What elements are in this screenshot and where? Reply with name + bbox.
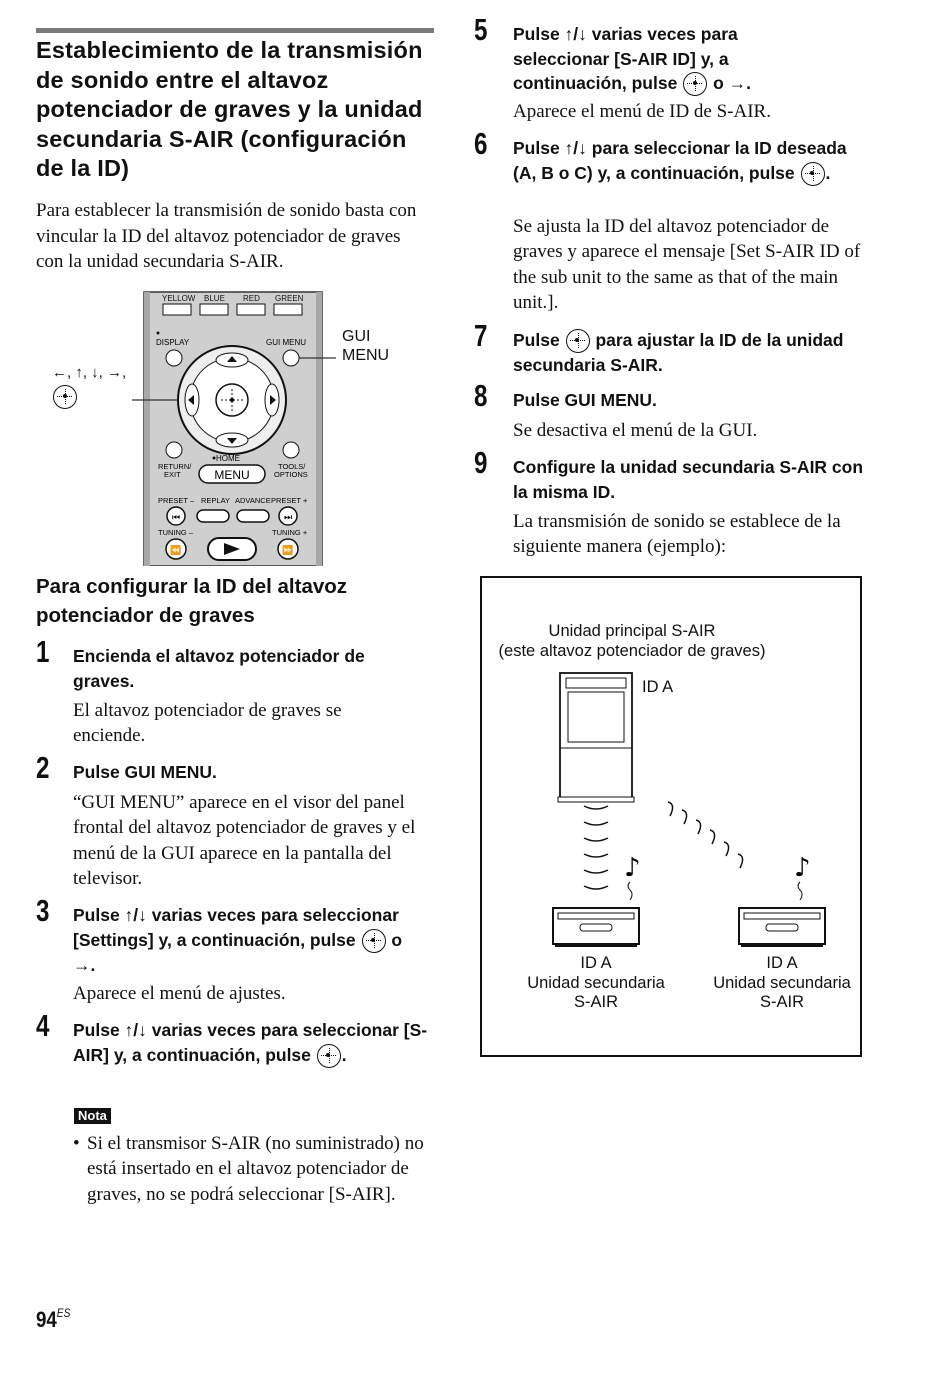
replay-button — [197, 510, 229, 522]
tuning-minus-label: TUNING – — [158, 528, 194, 537]
blue-button — [200, 304, 228, 315]
music-note-icon: ♪ — [624, 853, 641, 883]
enter-icon — [566, 329, 590, 353]
step-4-instruction-tail: . — [341, 1044, 347, 1065]
signal-waves-icon — [584, 806, 608, 889]
tuning-plus-label: TUNING + — [272, 528, 308, 537]
gui-menu-button — [283, 350, 299, 366]
step-9-description: La transmisión de sonido se establece de la siguiente manera (ejemplo): — [513, 511, 841, 558]
sub-unit-1-id: ID A — [580, 954, 612, 972]
step-5-description: Aparece el menú de ID de S-AIR. — [513, 101, 771, 122]
step-7-number: 7 — [474, 318, 488, 353]
page-number-value: 94 — [36, 1307, 57, 1332]
step-8-description: Se desactiva el menú de la GUI. — [513, 420, 758, 441]
step-3-instruction-tail: o →. — [73, 929, 403, 975]
note-item — [73, 1131, 433, 1207]
page-title: Establecimiento de la transmisión de sonido entre el altavoz potenciador de graves y la unidad secundaria S-AIR (configuración de la ID) — [36, 37, 423, 181]
step-4-instruction — [73, 1018, 433, 1068]
s-air-diagram — [480, 576, 862, 1057]
sub-unit-2-label — [682, 954, 882, 1013]
svg-text:⏪: ⏪ — [170, 546, 182, 556]
step-5-instruction — [513, 22, 813, 96]
replay-label: REPLAY — [201, 496, 231, 505]
step-2-instruction: Pulse GUI MENU. — [73, 762, 217, 782]
page-number — [36, 1306, 70, 1333]
subwoofer-icon — [558, 673, 634, 802]
return-label-1: RETURN/ — [158, 462, 192, 471]
step-6-instruction — [513, 136, 863, 186]
note-label: Nota — [74, 1108, 111, 1124]
gui-menu-small-label: GUI MENU — [266, 338, 306, 347]
advance-button — [237, 510, 269, 522]
green-button — [274, 304, 302, 315]
red-label: RED — [243, 294, 260, 303]
tools-label-1: TOOLS/ — [278, 462, 306, 471]
yellow-label: YELLOW — [162, 294, 196, 303]
tools-label-2: OPTIONS — [274, 470, 308, 479]
svg-text:⏩: ⏩ — [282, 546, 294, 556]
step-5-instruction-text: Pulse ↑/↓ varias veces para seleccionar [S-AIR ID] y, a continuación, pulse — [513, 24, 738, 93]
svg-text:⏭: ⏭ — [283, 513, 293, 523]
arrows-callout: ←, ↑, ↓, →, — [52, 364, 127, 381]
step-9-instruction: Configure la unidad secundaria S-AIR con la misma ID. — [513, 457, 864, 502]
sub-unit-1-label — [496, 954, 696, 1013]
sub-unit-1-label-line-1: Unidad secundaria — [527, 973, 665, 992]
tools-button — [283, 442, 299, 458]
step-3-number: 3 — [36, 893, 50, 928]
sub-unit-2-label-line-1: Unidad secundaria — [713, 973, 851, 992]
advance-label: ADVANCE — [235, 496, 271, 505]
blue-label: BLUE — [204, 294, 225, 303]
home-label: HOME — [216, 454, 240, 463]
step-5-instruction-tail: o →. — [713, 73, 751, 93]
main-unit-label-line-2: (este altavoz potenciador de graves) — [498, 641, 766, 660]
step-6-number: 6 — [474, 126, 488, 161]
enter-icon — [52, 385, 78, 409]
step-8-number: 8 — [474, 378, 488, 413]
sub-unit-1-icon — [553, 908, 639, 947]
sub-unit-2-id: ID A — [766, 954, 798, 972]
return-label-2: EXIT — [164, 470, 181, 479]
svg-text:TOOLS/OPTIONS — [274, 462, 308, 479]
enter-icon — [683, 72, 707, 96]
main-unit-label-line-1: Unidad principal S-AIR — [548, 622, 716, 640]
step-6-description: Se ajusta la ID del altavoz potenciador de graves y aparece el mensaje [Set S-AIR ID of the sub unit to the same as that of the main unit.]. — [513, 216, 861, 313]
svg-text:⏮: ⏮ — [171, 513, 181, 523]
step-7-instruction-tail: para ajustar la ID de la unidad secundaria S-AIR. — [513, 330, 844, 376]
sub-unit-2-icon — [739, 908, 825, 947]
title-rule — [36, 28, 434, 33]
page-number-suffix: ES — [56, 1306, 71, 1320]
preset-plus-label: PRESET + — [271, 496, 308, 505]
step-6-instruction-tail: . — [825, 162, 831, 183]
step-1-description: El altavoz potenciador de graves se enciende. — [73, 700, 342, 747]
menu-label: MENU — [214, 468, 250, 482]
step-3-instruction — [73, 903, 413, 977]
sub-unit-1-label-line-2: S-AIR — [573, 993, 618, 1011]
display-label: DISPLAY — [156, 338, 190, 347]
step-2-description: “GUI MENU” aparece en el visor del panel frontal del altavoz potenciador de graves y el menú de la GUI aparece en la pantalla del televisor. — [73, 792, 416, 889]
display-button — [166, 350, 182, 366]
enter-icon — [362, 929, 386, 953]
step-7-instruction — [513, 328, 883, 378]
main-unit-id: ID A — [642, 678, 674, 696]
step-5-number: 5 — [474, 12, 488, 47]
green-label: GREEN — [275, 294, 304, 303]
step-3-description: Aparece el menú de ajustes. — [73, 983, 286, 1004]
red-button — [237, 304, 265, 315]
enter-icon — [801, 162, 825, 186]
preset-minus-label: PRESET – — [158, 496, 195, 505]
signal-waves-diagonal-icon — [668, 802, 743, 868]
step-6-instruction-text: Pulse ↑/↓ para seleccionar la ID deseada (A, B o C) y, a continuación, pulse — [513, 138, 847, 183]
step-7-instruction-text: Pulse — [513, 330, 560, 350]
step-1-number: 1 — [36, 634, 50, 669]
music-note-icon: ♪ — [794, 853, 811, 883]
step-1-instruction: Encienda el altavoz potenciador de graves. — [73, 646, 365, 691]
intro-paragraph: Para establecer la transmisión de sonido basta con vincular la ID del altavoz potenciador de graves con la unidad secundaria S-AIR. — [36, 200, 417, 272]
step-8-instruction: Pulse GUI MENU. — [513, 390, 657, 410]
return-button — [166, 442, 182, 458]
yellow-button — [163, 304, 191, 315]
gui-menu-callout: GUI MENU — [342, 328, 390, 364]
note-text: Si el transmisor S-AIR (no suministrado) no está insertado en el altavoz potenciador de graves, no se podrá seleccionar [S-AIR]. — [87, 1133, 424, 1205]
section-subheading: Para configurar la ID del altavoz potenciador de graves — [36, 575, 348, 627]
step-4-number: 4 — [36, 1008, 50, 1043]
step-9-number: 9 — [474, 445, 488, 480]
step-4-instruction-text: Pulse ↑/↓ varias veces para seleccionar [S-AIR] y, a continuación, pulse — [73, 1020, 428, 1065]
step-3-instruction-text: Pulse ↑/↓ varias veces para seleccionar [Settings] y, a continuación, pulse — [73, 905, 399, 950]
note-bullet: • — [73, 1133, 80, 1154]
sub-unit-2-label-line-2: S-AIR — [759, 993, 804, 1011]
enter-icon — [317, 1044, 341, 1068]
step-2-number: 2 — [36, 750, 50, 785]
